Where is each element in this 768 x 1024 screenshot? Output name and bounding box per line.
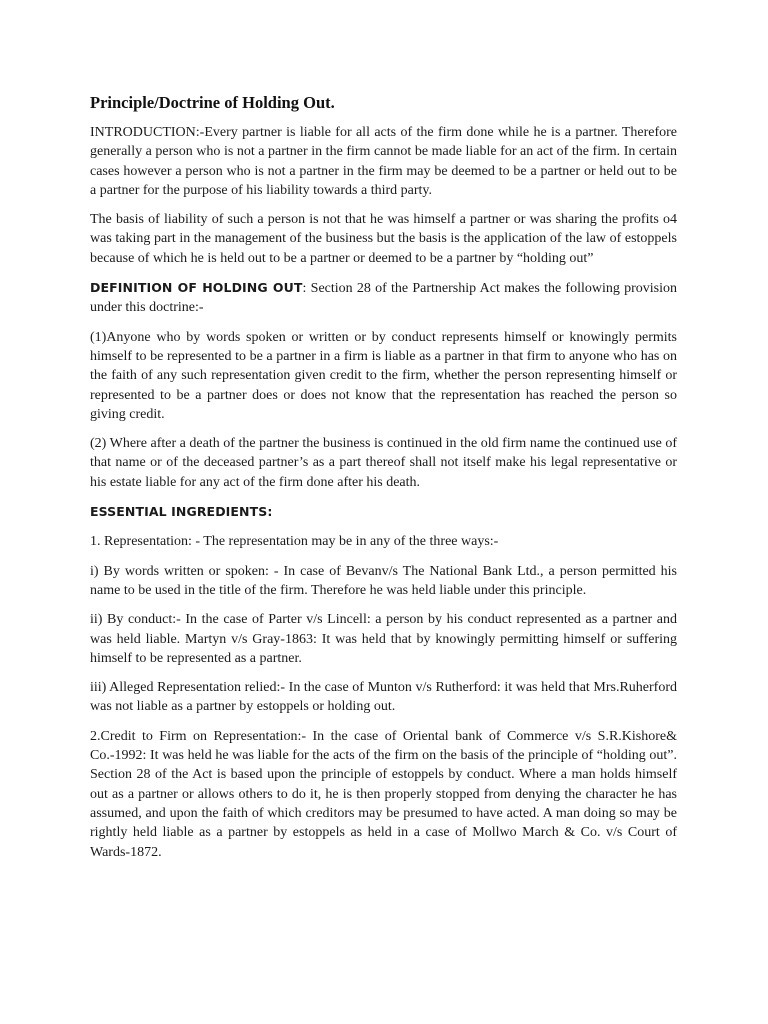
document-title: Principle/Doctrine of Holding Out. xyxy=(90,93,335,112)
document-page xyxy=(90,93,677,872)
definition-paragraph xyxy=(90,278,677,318)
ingredients-heading: ESSENTIAL INGREDIENTS: xyxy=(90,504,273,520)
definition-text: : Section 28 of the Partnership Act makes the following provision under this doctrine:- xyxy=(90,281,677,316)
ingredients-heading-paragraph xyxy=(90,502,677,522)
credit-paragraph: 2.Credit to Firm on Representation:- In the case of Oriental bank of Commerce v/s S.R.Kishore& Co.-1992: It was held he was liable for the acts of the firm on the basis of the principle of “holding out”. Section 28 of the Act is based upon the principle of estoppels by conduct. Where a man holds himself out as a partner or allows others to do it, he is then properly stopped from denying the character he has assumed, and upon the faith of which creditors may be presumed to have acted. A man doing so may be rightly held liable as a partner by estoppels as held in a case of Mollwo March & Co. v/s Court of Wards-1872. xyxy=(90,728,677,860)
representation-paragraph: 1. Representation: - The representation may be in any of the three ways:- xyxy=(90,534,499,550)
clause-1-paragraph: (1)Anyone who by words spoken or written or by conduct represents himself or knowingly permits himself to be represented to be a partner in a firm is liable as a partner in that firm to anyone who has on the faith of any such representation given credit to the firm, whether the person representing himself or represented to be a partner does or does not know that the representation has reached the person so giving credit. xyxy=(90,329,677,422)
basis-paragraph: The basis of liability of such a person is not that he was himself a partner or was sharing the profits o4 was taking part in the management of the business but the basis is the application of the law of estoppels because of which he is held out to be a partner or deemed to be a partner by “holding out” xyxy=(90,212,677,266)
introduction-paragraph: INTRODUCTION:-Every partner is liable for all acts of the firm done while he is a partner. Therefore generally a person who is not a partner in the firm cannot be made liable for an act of the firm. In certain cases however a person who is not a partner in the firm may be deemed to be a partner or held out to be a partner for the purpose of his liability towards a third party. xyxy=(90,125,677,198)
representation-way-1: i) By words written or spoken: - In case of Bevanv/s The National Bank Ltd., a person permitted his name to be used in the title of the firm. Therefore he was held liable under this principle. xyxy=(90,563,677,598)
representation-way-2: ii) By conduct:- In the case of Parter v/s Lincell: a person by his conduct represented as a partner and was held liable. Martyn v/s Gray-1863: It was held that by knowingly permitting himself or suffering himself to be represented as a partner. xyxy=(90,612,677,666)
definition-heading: DEFINITION OF HOLDING OUT xyxy=(90,280,303,296)
clause-2-paragraph: (2) Where after a death of the partner the business is continued in the old firm name the continued use of that name or of the deceased partner’s as a part thereof shall not itself make his legal representative or his estate liable for any act of the firm done after his death. xyxy=(90,436,677,490)
representation-way-3: iii) Alleged Representation relied:- In the case of Munton v/s Rutherford: it was held that Mrs.Ruherford was not liable as a partner by estoppels or holding out. xyxy=(90,680,677,715)
